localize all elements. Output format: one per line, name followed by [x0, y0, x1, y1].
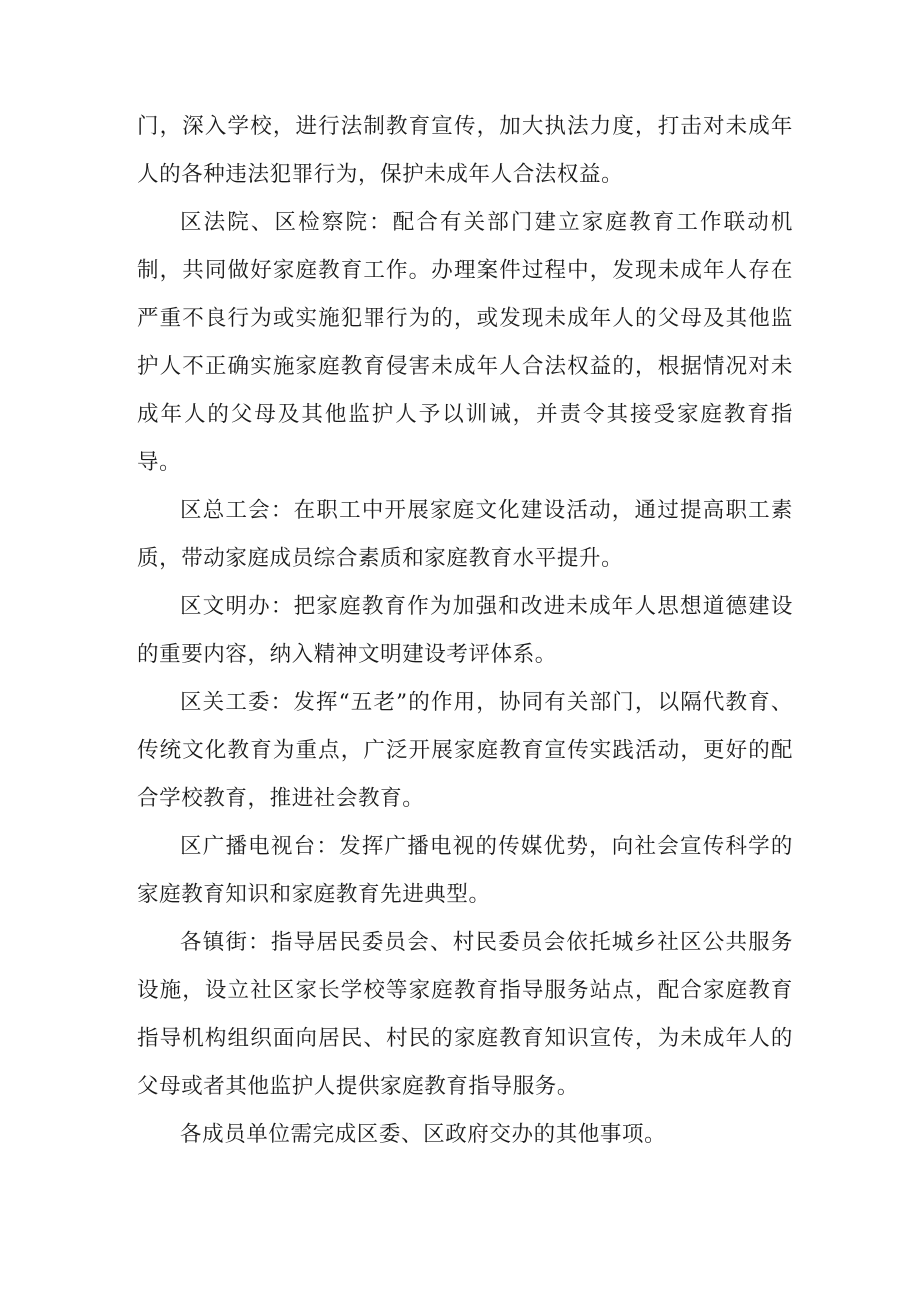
paragraph-member-units: 各成员单位需完成区委、区政府交办的其他事项。 — [180, 1122, 667, 1147]
paragraph-working-committee: 区关工委：发挥“五老”的作用，协同有关部门，以隔代教育、传统文化教育为重点，广泛开展家庭教育宣传实践活动，更好的配合学校教育，推进社会教育。 — [137, 690, 793, 811]
paragraph-broadcast-station: 区广播电视台：发挥广播电视的传媒优势，向社会宣传科学的家庭教育知识和家庭教育先进典型。 — [137, 834, 793, 907]
document-body — [137, 103, 793, 1159]
paragraph-towns-streets: 各镇街：指导居民委员会、村民委员会依托城乡社区公共服务设施，设立社区家长学校等家庭教育指导服务站点，配合家庭教育指导机构组织面向居民、村民的家庭教育知识宣传，为未成年人的父母或者其他监护人提供家庭教育指导服务。 — [137, 930, 793, 1099]
paragraph-trade-union: 区总工会：在职工中开展家庭文化建设活动，通过提高职工素质，带动家庭成员综合素质和家庭教育水平提升。 — [137, 498, 793, 571]
paragraph-court-procuratorate: 区法院、区检察院：配合有关部门建立家庭教育工作联动机制，共同做好家庭教育工作。办理案件过程中，发现未成年人存在严重不良行为或实施犯罪行为的，或发现未成年人的父母及其他监护人不正确实施家庭教育侵害未成年人合法权益的，根据情况对未成年人的父母及其他监护人予以训诫，并责令其接受家庭教育指导。 — [137, 210, 793, 475]
paragraph-continuation: 门，深入学校，进行法制教育宣传，加大执法力度，打击对未成年人的各种违法犯罪行为，保护未成年人合法权益。 — [137, 114, 793, 187]
paragraph-civilization-office: 区文明办：把家庭教育作为加强和改进未成年人思想道德建设的重要内容，纳入精神文明建设考评体系。 — [137, 594, 793, 667]
